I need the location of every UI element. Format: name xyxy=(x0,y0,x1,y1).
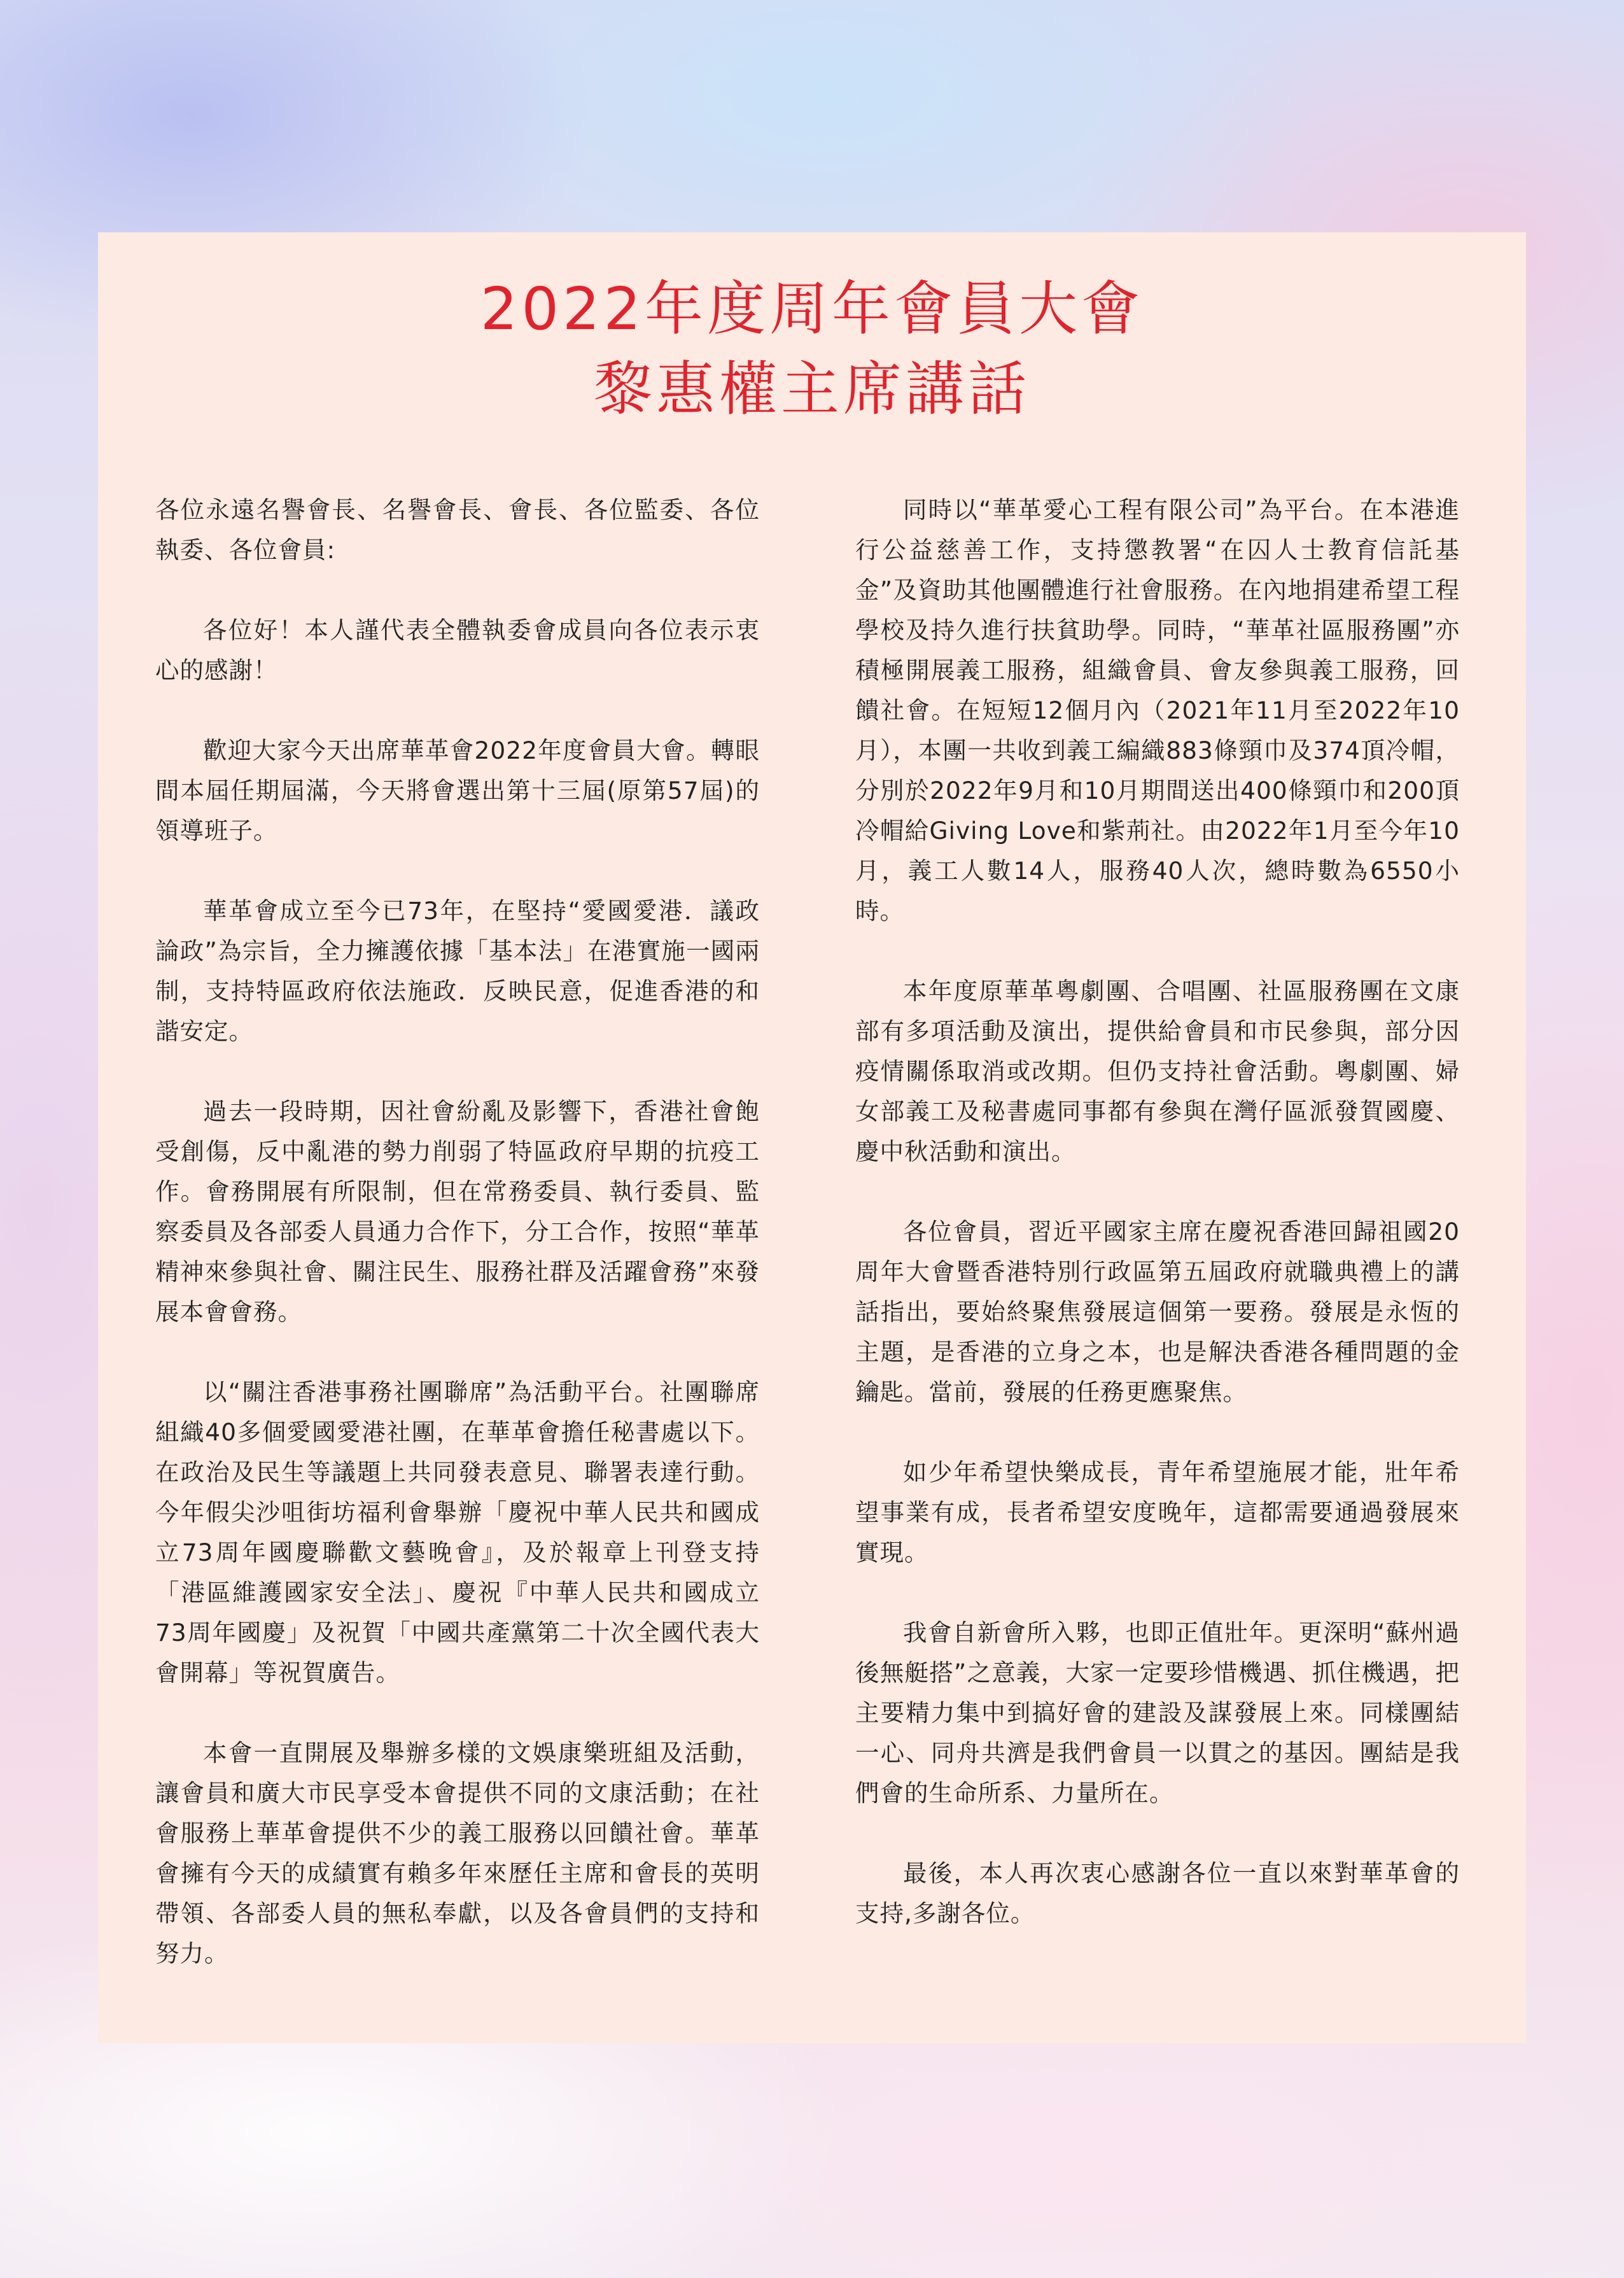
paragraph: 各位好！本人謹代表全體執委會成員向各位表示衷心的感謝！ xyxy=(155,616,760,684)
paragraph: 本會一直開展及舉辦多樣的文娛康樂班組及活動，讓會員和廣大市民享受本會提供不同的文康活動；在社會服務上華革會提供不少的義工服務以回饋社會。華革會擁有今天的成績實有賴多年來歷任主席和會長的英明帶領、各部委人員的無私奉獻，以及各會員們的支持和努力。 xyxy=(155,1739,760,1967)
paragraph: 歡迎大家今天出席華革會2022年度會員大會。轉眼間本屆任期屆滿，今天將會選出第十三屆(原第57屆)的領導班子。 xyxy=(155,736,760,845)
paragraph: 同時以“華革愛心工程有限公司”為平台。在本港進行公益慈善工作，支持懲教署“在囚人士教育信託基金”及資助其他團體進行社會服務。在內地捐建希望工程學校及持久進行扶貧助學。同時，“華革社區服務團”亦積極開展義工服務，組織會員、會友參與義工服務，回饋社會。在短短12個月內（2021年11月至2022年10月），本團一共收到義工編織883條頸巾及374頂冷帽，分別於2022年9月和10月期間送出400條頸巾和200頂冷帽給Giving Love和紫荊社。由2022年1月至今年10月，義工人數14人，服務40人次，總時數為6550小時。 xyxy=(855,496,1460,925)
paragraph-salutation: 各位永遠名譽會長、名譽會長、會長、各位監委、各位執委、各位會員: xyxy=(155,496,760,564)
paragraph: 過去一段時期，因社會紛亂及影響下，香港社會飽受創傷，反中亂港的勢力削弱了特區政府早期的抗疫工作。會務開展有所限制，但在常務委員、執行委員、監察委員及各部委人員通力合作下，分工合作，按照“華革精神來參與社會、關注民生、服務社群及活躍會務”來發展本會會務。 xyxy=(155,1097,760,1326)
paragraph: 華革會成立至今已73年，在堅持“愛國愛港．議政論政”為宗旨，全力擁護依據「基本法」在港實施一國兩制，支持特區政府依法施政．反映民意，促進香港的和諧安定。 xyxy=(155,897,760,1045)
article-panel xyxy=(98,232,1526,2043)
article-title: 2022年度周年會員大會 xyxy=(480,275,1144,343)
paragraph: 本年度原華革粵劇團、合唱團、社區服務團在文康部有多項活動及演出，提供給會員和市民參與，部分因疫情關係取消或改期。但仍支持社會活動。粵劇團、婦女部義工及秘書處同事都有參與在灣仔區派發賀國慶、慶中秋活動和演出。 xyxy=(855,977,1460,1165)
paragraph: 我會自新會所入夥，也即正值壯年。更深明“蘇州過後無艇搭”之意義，大家一定要珍惜機遇、抓住機遇，把主要精力集中到搞好會的建設及謀發展上來。同樣團結一心、同舟共濟是我們會員一以貫之的基因。團結是我們會的生命所系、力量所在。 xyxy=(855,1619,1460,1807)
paragraph: 以“關注香港事務社團聯席”為活動平台。社團聯席組織40多個愛國愛港社團，在華革會擔任秘書處以下。在政治及民生等議題上共同發表意見、聯署表達行動。今年假尖沙咀街坊福利會舉辦「慶祝中華人民共和國成立73周年國慶聯歡文藝晚會』，及於報章上刊登支持「港區維護國家安全法」、慶祝『中華人民共和國成立73周年國慶」及祝賀「中國共產黨第二十次全國代表大會開幕」等祝賀廣告。 xyxy=(155,1378,760,1687)
left-column xyxy=(155,490,760,2014)
paragraph: 各位會員，習近平國家主席在慶祝香港回歸祖國20周年大會暨香港特別行政區第五屆政府就職典禮上的講話指出，要始終聚焦發展這個第一要務。發展是永恆的主題，是香港的立身之本，也是解決香港各種問題的金鑰匙。當前，發展的任務更應聚焦。 xyxy=(855,1218,1460,1406)
paragraph: 如少年希望快樂成長，青年希望施展才能，壯年希望事業有成，長者希望安度晚年，這都需要通過發展來實現。 xyxy=(855,1458,1460,1566)
article-subtitle: 黎惠權主席講話 xyxy=(593,355,1030,423)
right-column xyxy=(855,490,1460,1974)
paragraph-closing: 最後，本人再次衷心感謝各位一直以來對華革會的支持,多謝各位。 xyxy=(855,1859,1460,1927)
